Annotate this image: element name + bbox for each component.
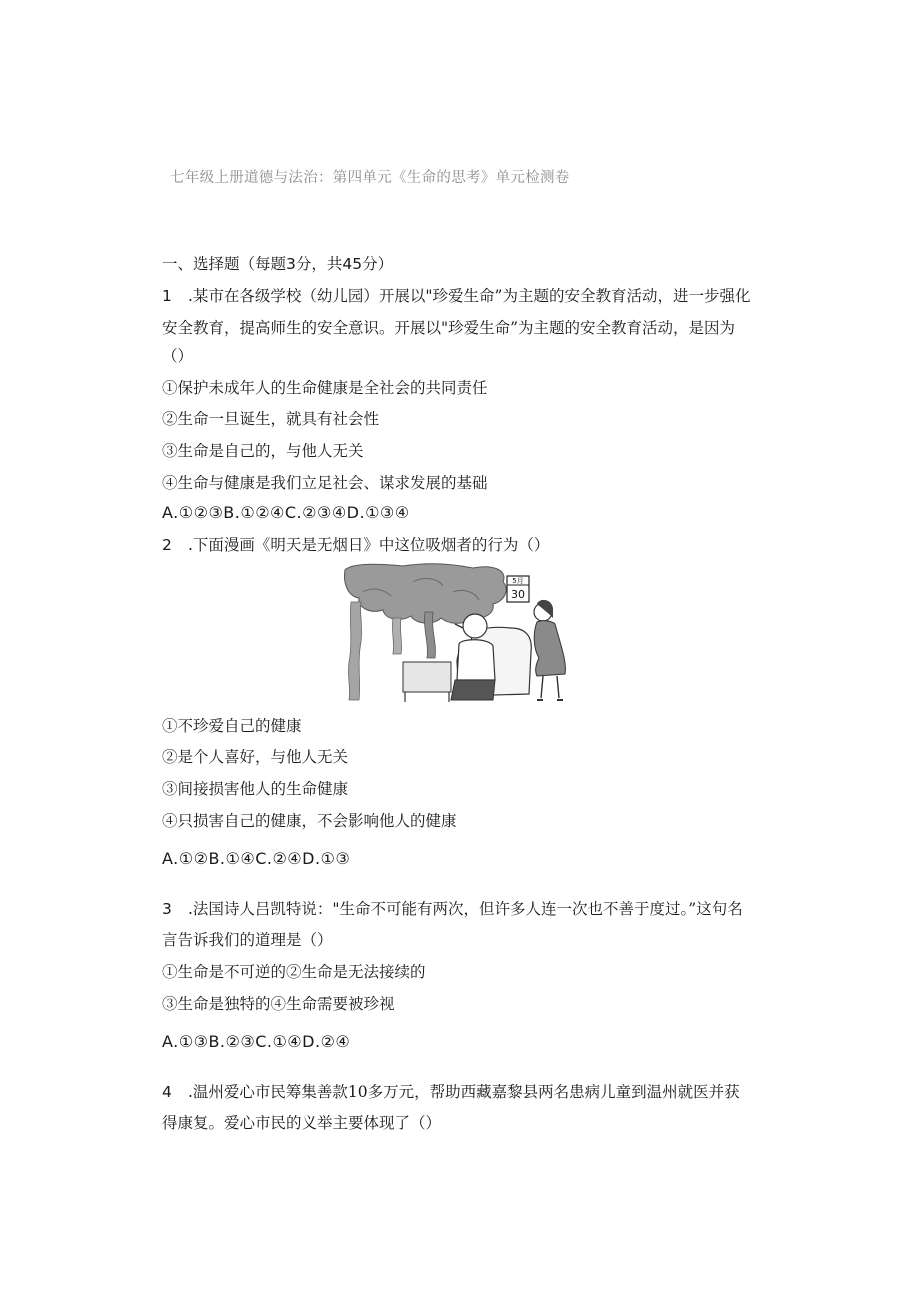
question-number: 1 bbox=[162, 287, 172, 305]
question-text: .温州爱心市民筹集善款10多万元，帮助西藏嘉黎县两名患病儿童到温州就医并获 bbox=[188, 1083, 740, 1101]
document-title: 七年级上册道德与法治：第四单元《生命的思考》单元检测卷 bbox=[170, 170, 570, 186]
q1-option-2: ②生命一旦诞生，就具有社会性 bbox=[162, 410, 380, 428]
q3-options-1-2: ①生命是不可逆的②生命是无法接续的 bbox=[162, 963, 426, 981]
calendar-day: 30 bbox=[511, 588, 525, 601]
q1-option-1: ①保护未成年人的生命健康是全社会的共同责任 bbox=[162, 379, 488, 397]
question-3-line-2: 言告诉我们的道理是（） bbox=[162, 931, 333, 949]
section-heading: 一、选择题（每题3分，共45分） bbox=[162, 255, 394, 273]
question-4-line-2: 得康复。爱心市民的义举主要体现了（） bbox=[162, 1114, 442, 1132]
question-text: .下面漫画《明天是无烟日》中这位吸烟者的行为（） bbox=[188, 536, 550, 554]
question-number: 4 bbox=[162, 1083, 172, 1101]
answer-blank: （） bbox=[162, 347, 194, 365]
q2-choices: A.①②B.①④C.②④D.①③ bbox=[162, 849, 351, 868]
q1-choices: A.①②③B.①②④C.②③④D.①③④ bbox=[162, 503, 410, 522]
q3-choices: A.①③B.②③C.①④D.②④ bbox=[162, 1032, 351, 1051]
question-1-line-2: 安全教育，提高师生的安全意识。开展以"珍爱生命”为主题的安全教育活动，是因为 bbox=[162, 319, 736, 337]
question-text: .法国诗人吕凯特说："生命不可能有两次，但许多人连一次也不善于度过。”这句名 bbox=[188, 900, 743, 918]
q2-option-3: ③间接损害他人的生命健康 bbox=[162, 780, 349, 798]
question-2-line-1 bbox=[162, 535, 549, 555]
q1-option-3: ③生命是自己的，与他人无关 bbox=[162, 442, 364, 460]
question-number: 2 bbox=[162, 536, 172, 554]
question-3-line-1 bbox=[162, 899, 743, 919]
q2-option-1: ①不珍爱自己的健康 bbox=[162, 717, 302, 735]
q2-option-2: ②是个人喜好，与他人无关 bbox=[162, 748, 349, 766]
q2-option-4: ④只损害自己的健康，不会影响他人的健康 bbox=[162, 812, 457, 830]
q1-option-4: ④生命与健康是我们立足社会、谋求发展的基础 bbox=[162, 474, 488, 492]
q3-options-3-4: ③生命是独特的④生命需要被珍视 bbox=[162, 995, 395, 1013]
no-smoking-day-cartoon bbox=[343, 562, 575, 704]
calendar-month: 5月 bbox=[512, 577, 524, 585]
question-1-line-1 bbox=[162, 286, 750, 306]
question-4-line-1 bbox=[162, 1082, 740, 1102]
question-text: .某市在各级学校（幼儿园）开展以"珍爱生命”为主题的安全教育活动，进一步强化 bbox=[188, 287, 751, 305]
question-number: 3 bbox=[162, 900, 172, 918]
